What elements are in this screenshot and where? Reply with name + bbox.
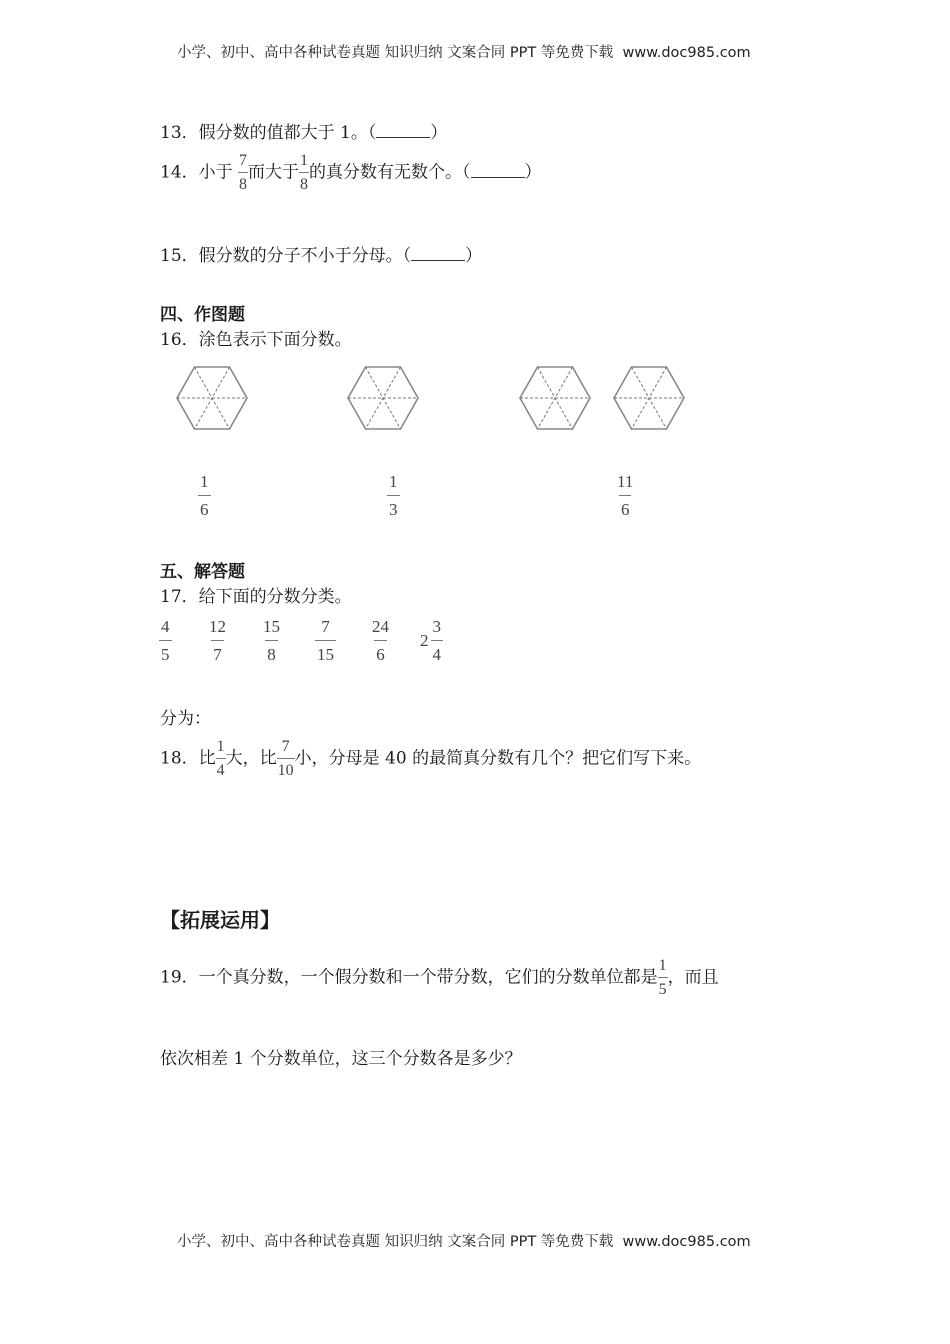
q16-fraction-2 <box>387 473 400 518</box>
q14-close: ） <box>524 162 542 183</box>
fraction-denominator: 8 <box>299 172 309 193</box>
q13-number: 13． <box>160 123 199 143</box>
q18-text-3: 小，分母是 40 的最简真分数有几个？把它们写下来。 <box>294 748 702 769</box>
fraction-denominator: 4 <box>431 640 444 663</box>
header-text: 小学、初中、高中各种试卷真题 知识归纳 文案合同 PPT 等免费下载 <box>177 45 614 61</box>
footer-text: 小学、初中、高中各种试卷真题 知识归纳 文案合同 PPT 等免费下载 <box>177 1234 614 1250</box>
q13-close: ） <box>430 123 448 143</box>
q16-fraction-1 <box>198 473 211 518</box>
q13-text: 假分数的值都大于 1。（ <box>198 123 377 143</box>
hexagon-2[interactable] <box>343 362 423 434</box>
q14-fraction-1 <box>238 153 248 193</box>
fraction-denominator: 4 <box>216 758 226 779</box>
q14-answer-blank[interactable] <box>471 163 525 178</box>
question-16 <box>160 325 352 350</box>
header-site: www.doc985.com <box>622 45 751 61</box>
q17-fraction-3 <box>261 618 282 663</box>
q17-fraction-5 <box>370 618 391 663</box>
q17-answer-label: 分为： <box>160 709 211 729</box>
fraction-numerator: 7 <box>321 617 330 636</box>
question-17 <box>160 582 352 607</box>
q17-fraction-2 <box>207 618 228 663</box>
q18-fraction-2 <box>277 739 295 779</box>
page-header <box>177 41 751 62</box>
q15-close: ） <box>465 246 483 266</box>
fraction-denominator: 15 <box>315 640 336 663</box>
fraction-denominator: 5 <box>658 977 668 998</box>
q19-number: 19． <box>160 967 199 988</box>
fraction-denominator: 10 <box>277 758 295 779</box>
q13-answer-blank[interactable] <box>376 123 430 138</box>
fraction-denominator: 8 <box>265 640 278 663</box>
hexagon-4[interactable] <box>609 362 689 434</box>
q18-text-2: 大，比 <box>225 748 277 769</box>
q19-text-1: 一个真分数，一个假分数和一个带分数，它们的分数单位都是 <box>198 967 658 988</box>
fraction-numerator: 1 <box>216 738 225 755</box>
section-4-title: 四、作图题 <box>160 305 245 325</box>
q14-text-1: 小于 <box>198 162 233 183</box>
fraction-numerator: 1 <box>300 152 309 169</box>
fraction-denominator: 5 <box>159 640 172 663</box>
fraction-numerator: 1 <box>200 472 209 491</box>
fraction-numerator: 3 <box>432 617 441 636</box>
q17-text: 给下面的分数分类。 <box>198 587 352 607</box>
fraction-denominator: 3 <box>387 495 400 518</box>
question-13 <box>160 118 447 143</box>
q18-number: 18． <box>160 748 199 769</box>
fraction-numerator: 24 <box>372 617 389 636</box>
q15-text: 假分数的分子不小于分母。（ <box>198 246 412 266</box>
fraction-denominator: 7 <box>211 640 224 663</box>
footer-site: www.doc985.com <box>622 1234 751 1250</box>
fraction-numerator: 15 <box>263 617 280 636</box>
q16-text: 涂色表示下面分数。 <box>198 330 352 350</box>
q14-text-3: 的真分数有无数个。（ <box>309 162 471 183</box>
q18-fraction-1 <box>216 739 226 779</box>
mixed-fraction <box>431 618 444 663</box>
q16-fraction-3 <box>615 473 635 518</box>
q16-number: 16． <box>160 330 199 350</box>
fraction-denominator: 6 <box>198 495 211 518</box>
q15-answer-blank[interactable] <box>411 246 465 261</box>
fraction-numerator: 1 <box>389 472 398 491</box>
q14-text-2: 而大于 <box>248 162 300 183</box>
q17-fraction-1 <box>159 618 172 663</box>
q19-line-2: 依次相差 1 个分数单位，这三个分数各是多少？ <box>160 1049 522 1069</box>
q19-text-2: ，而且 <box>667 967 719 988</box>
fraction-denominator: 8 <box>238 172 248 193</box>
page-footer <box>177 1230 751 1251</box>
q14-number: 14． <box>160 162 199 183</box>
fraction-numerator: 1 <box>658 957 667 974</box>
q17-number: 17． <box>160 587 199 607</box>
question-19 <box>160 958 719 998</box>
q15-number: 15． <box>160 246 199 266</box>
hexagon-3[interactable] <box>515 362 595 434</box>
q17-fraction-4 <box>315 618 336 663</box>
question-14 <box>160 153 542 193</box>
section-5-title: 五、解答题 <box>160 562 245 582</box>
fraction-numerator: 7 <box>281 738 290 755</box>
fraction-numerator: 7 <box>239 152 248 169</box>
mixed-whole: 2 <box>420 630 429 650</box>
q17-mixed-number <box>420 618 443 663</box>
fraction-numerator: 4 <box>161 617 170 636</box>
q14-fraction-2 <box>299 153 309 193</box>
q19-fraction-1 <box>658 958 668 998</box>
fraction-denominator: 6 <box>619 495 632 518</box>
extension-title: 【拓展运用】 <box>160 908 280 932</box>
question-18 <box>160 739 701 779</box>
hexagon-1[interactable] <box>172 362 252 434</box>
fraction-numerator: 12 <box>209 617 226 636</box>
fraction-numerator: 11 <box>617 472 634 491</box>
q18-text-1: 比 <box>198 748 216 769</box>
fraction-denominator: 6 <box>374 640 387 663</box>
question-15 <box>160 241 482 266</box>
